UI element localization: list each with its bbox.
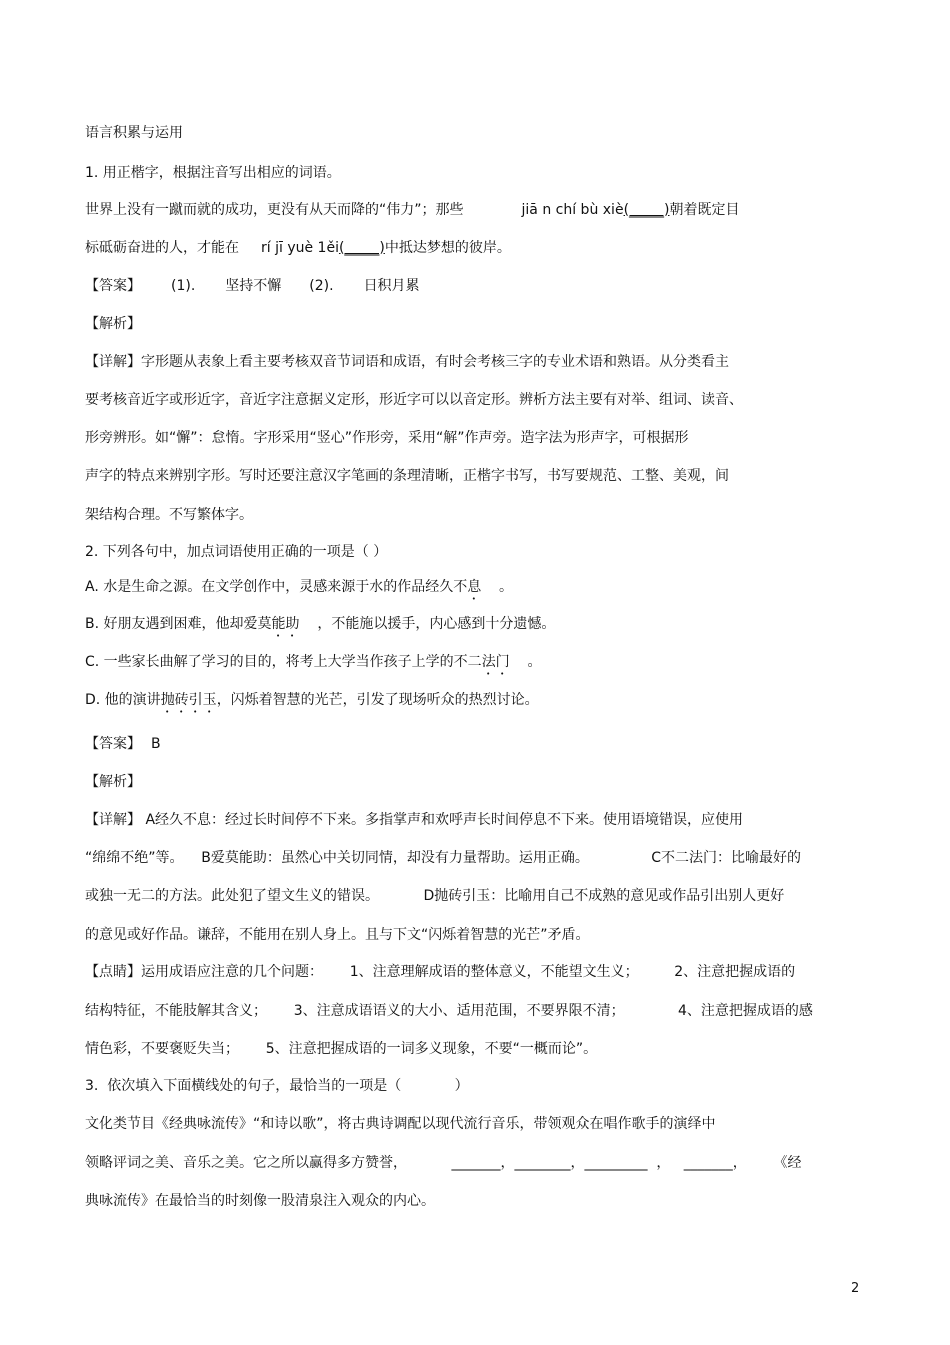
answer-value: B — [151, 736, 161, 752]
q1-detail-line: 形旁辨形。如“懈”：怠惰。字形采用“竖心”作形旁，采用“解”作声旁。造字法为形声字，可根据形 — [85, 430, 689, 446]
q2-analysis-tag: 【解析】 — [85, 774, 141, 790]
q2-pointer-line: 结构特征，不能肢解其含义； 3、注意成语语义的大小、适用范围，不要界限不清； 4、注意把握成语的感 — [85, 1003, 813, 1019]
q2-option-a[interactable] — [85, 577, 865, 603]
q2-detail-line: 【详解】 A经久不息：经过长时间停不下来。多指掌声和欢呼声长时间停息不下来。使用语境错误，应使用 — [85, 812, 744, 828]
q1-blank-2[interactable]: (_____) — [338, 240, 385, 256]
answer-num-1: (1). — [171, 278, 196, 294]
q1-line1-text-a: 世界上没有一蹴而就的成功，更没有从天而降的“伟力”；那些 — [85, 202, 464, 218]
dotted-word: 法门 — [481, 654, 510, 670]
dotted-word: 抛砖引玉 — [160, 692, 217, 708]
q1-line1 — [85, 200, 865, 220]
q2-pointer-line: 情色彩，不要褒贬失当； 5、注意把握成语的一词多义现象，不要“一概而论”。 — [85, 1041, 598, 1057]
q1-blank-1[interactable]: (_____) — [623, 202, 670, 218]
q1-detail-line: 声字的特点来辨别字形。写时还要注意汉字笔画的条理清晰，正楷字书写，书写要规范、工整、美观，间 — [85, 468, 729, 484]
q2-answer — [85, 734, 865, 754]
q1-line1-text-b: 朝着既定目 — [669, 202, 740, 218]
q1-detail-line: 要考核音近字或形近字，音近字注意据义定形，形近字可以以音定形。辨析方法主要有对举、组词、读音、 — [85, 392, 743, 408]
option-text: 。 — [481, 579, 514, 595]
q1-stem: 1. 用正楷字，根据注音写出相应的词语。 — [85, 165, 341, 181]
q1-line2-text-a: 标砥砺奋进的人，才能在 — [85, 240, 239, 256]
answer-tag: 【答案】 — [85, 736, 141, 752]
dotted-word: 息 — [467, 579, 482, 595]
q1-pinyin-1: jiā n chí bù xiè — [521, 202, 624, 218]
answer-1: 坚持不懈 — [225, 278, 282, 294]
q1-line2-text-b: 中抵达梦想的彼岸。 — [384, 240, 511, 256]
dotted-word: 能助 — [271, 616, 300, 632]
q2-pointer-line: 【点睛】运用成语应注意的几个问题： 1、注意理解成语的整体意义，不能望文生义； 2、注意把握成语的 — [85, 964, 796, 980]
q1-line2 — [85, 238, 865, 258]
q1-pinyin-2: rí jī yuè 1ěi — [261, 240, 339, 256]
q2-stem: 2. 下列各句中，加点词语使用正确的一项是（ ） — [85, 544, 388, 560]
q1-analysis-tag: 【解析】 — [85, 316, 141, 332]
answer-2: 日积月累 — [363, 278, 420, 294]
q2-option-d[interactable] — [85, 690, 865, 716]
q2-option-c[interactable] — [85, 652, 865, 678]
option-text: 。 — [509, 654, 542, 670]
page-number: 2 — [851, 1281, 860, 1296]
q2-option-b[interactable] — [85, 614, 865, 640]
q1-detail-line: 【详解】字形题从表象上看主要考核双音节词语和成语，有时会考核三字的专业术语和熟语。从分类看主 — [85, 354, 729, 370]
option-text: B. 好朋友遇到困难，他却爱莫 — [85, 616, 272, 632]
q3-stem: 3. 依次填入下面横线处的句子，最恰当的一项是（ ） — [85, 1078, 469, 1094]
q3-text-line: 典咏流传》在最恰当的时刻像一股清泉注入观众的内心。 — [85, 1193, 435, 1209]
answer-tag: 【答案】 — [85, 278, 141, 294]
q2-detail-line: “绵绵不绝”等。 B爱莫能助：虽然心中关切同情，却没有力量帮助。运用正确。 C不二法门：比喻最好的 — [85, 850, 801, 866]
option-text: D. 他的演讲 — [85, 692, 161, 708]
section-title: 语言积累与运用 — [85, 125, 183, 141]
q3-text-line-blanks: 领略评词之美、音乐之美。它之所以赢得多方赞誉， _______，________，_________ ， _______， 《经 — [85, 1155, 802, 1171]
q1-detail-line: 架结构合理。不写繁体字。 — [85, 507, 253, 523]
q2-detail-line: 或独一无二的方法。此处犯了望文生义的错误。 D抛砖引玉：比喻用自己不成熟的意见或作品引出别人更好 — [85, 888, 785, 904]
option-text: ，不能施以援手，内心感到十分遗憾。 — [299, 616, 556, 632]
q2-detail-line: 的意见或好作品。谦辞，不能用在别人身上。且与下文“闪烁着智慧的光芒”矛盾。 — [85, 927, 590, 943]
answer-num-2: (2). — [309, 278, 334, 294]
option-text: A. 水是生命之源。在文学创作中，灵感来源于水的作品经久不 — [85, 579, 468, 595]
option-text: C. 一些家长曲解了学习的目的，将考上大学当作孩子上学的不二 — [85, 654, 482, 670]
q1-answer — [85, 276, 865, 296]
q3-text-line: 文化类节目《经典咏流传》“和诗以歌”，将古典诗调配以现代流行音乐，带领观众在唱作歌手的演绎中 — [85, 1116, 716, 1132]
option-text: ，闪烁着智慧的光芒，引发了现场听众的热烈讨论。 — [216, 692, 539, 708]
